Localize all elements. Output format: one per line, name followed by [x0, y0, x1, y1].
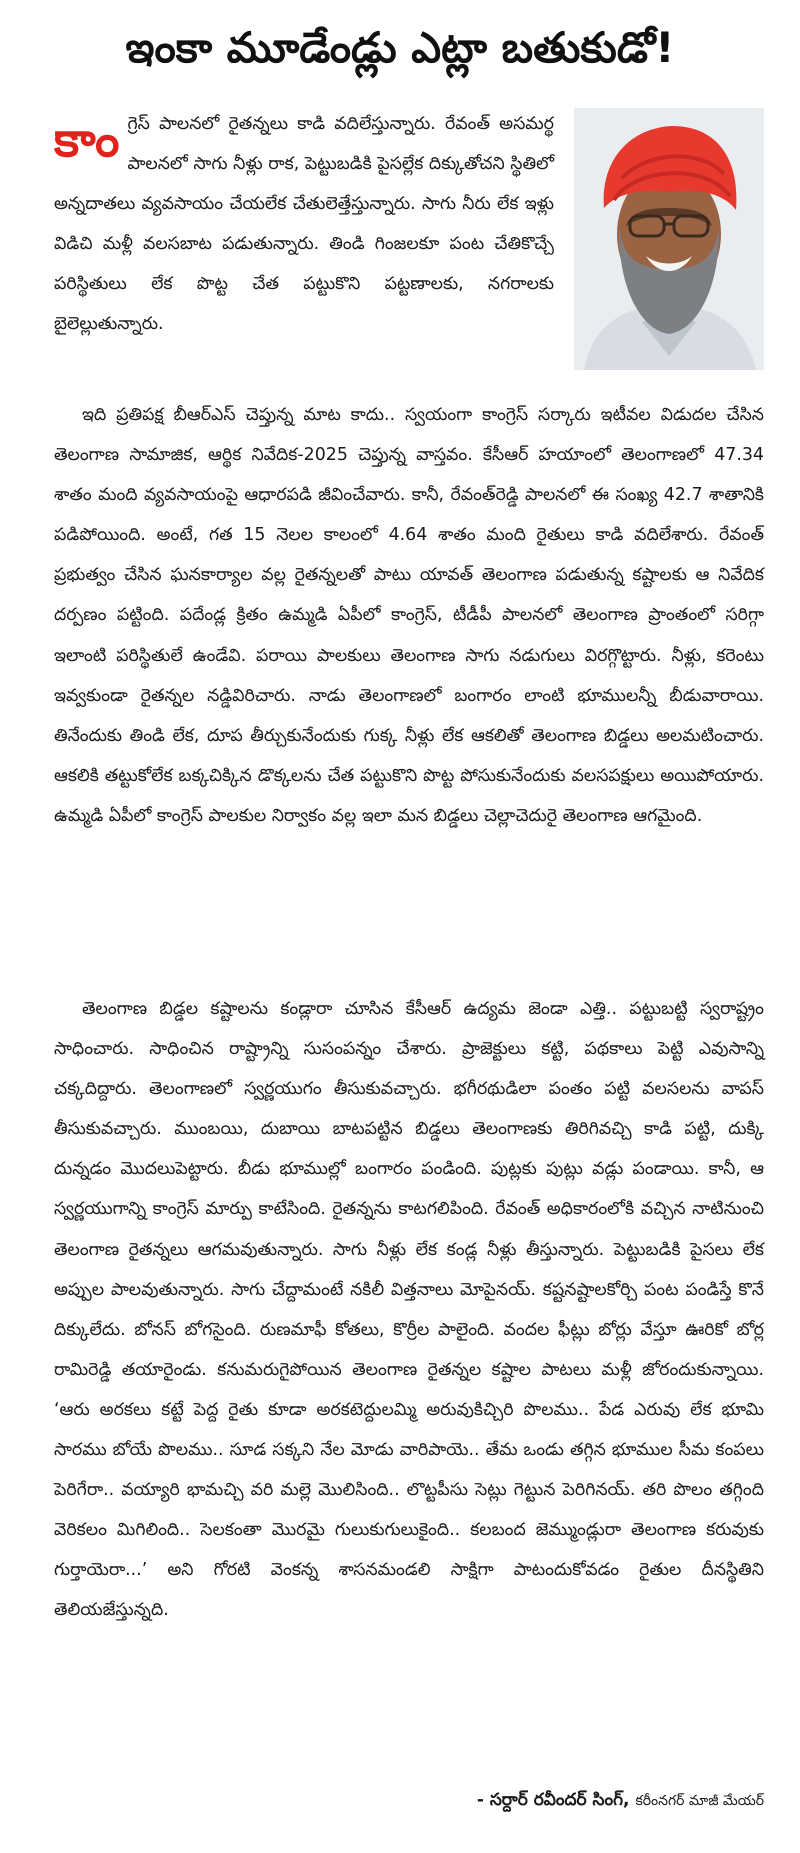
author-designation: కరీంనగర్ మాజీ మేయర్ — [635, 1793, 764, 1809]
author-photo — [574, 108, 764, 370]
lead-paragraph — [54, 104, 554, 344]
author-byline — [477, 1790, 764, 1814]
article-paragraph-2: తెలంగాణ బిడ్డల కష్టాలను కండ్లారా చూసిన కేసీఆర్ ఉద్యమ జెండా ఎత్తి.. పట్టుబట్టి స్వరాష్ట్రం సాధించారు. సాధించిన రాష్ట్రాన్ని సుసంపన్నం చేశారు. ప్రాజెక్టులు కట్టి, పథకాలు పెట్టి ఎవుసాన్ని చక్కదిద్దారు. తెలంగాణలో స్వర్ణయుగం తీసుకువచ్చారు. భగీరథుడిలా పంతం పట్టి వలసలను వాపస్ తీసుకువచ్చారు. ముంబయి, దుబాయి బాటపట్టిన బిడ్డలు తెలంగాణకు తిరిగివచ్చి కాడి పట్టి, దుక్కి దున్నడం మొదలుపెట్టారు. బీడు భూముల్లో బంగారం పండింది. పుట్లకు పుట్లు వడ్లు పండాయి. కానీ, ఆ స్వర్ణయుగాన్ని కాంగ్రెస్ మార్పు కాటేసింది. రైతన్నను కాటగలిపింది. రేవంత్ అధికారంలోకి వచ్చిన నాటినుంచి తెలంగాణ రైతన్నలు ఆగమవుతున్నారు. సాగు నీళ్లు లేక కండ్ల నీళ్లు తీస్తున్నారు. పెట్టుబడికి పైసలు లేక అప్పుల పాలవుతున్నారు. సాగు చేద్దామంటే నకిలీ విత్తనాలు మోపైనయ్. కష్టనష్టాలకోర్చి పంట పండిస్తే కొనే దిక్కులేదు. బోనస్ బోగసైంది. రుణమాఫీ కోతలు, కొర్రీల పాలైంది. వందల ఫీట్లు బోర్లు వేస్తూ ఊరికో బోర్ల రామిరెడ్డి తయారైండు. కనుమరుగైపోయిన తెలంగాణ రైతన్నల కష్టాల పాటలు మళ్లీ జోరందుకున్నాయి. ‘ఆరు అరకలు కట్టే పెద్ద రైతు కూడా అరకటెద్దులమ్మి అరువుకిచ్చిరి పొలము.. పేడ ఎరువు లేక భూమి సారము బోయే పొలము.. సూడ సక్కని నేల మోడు వారిపాయె.. తేమ ఒండు తగ్గిన భూముల సీమ కంపలు పెరిగేరా.. వయ్యారి భామచ్చి వరి మల్లె మొలిసింది.. లొట్టపీసు సెట్లు గెట్టున పెరిగినయ్. తరి పొలం తగ్గింది వెరికలం మిగిలింది.. సెలకంతా మొరమై గులుకుగులుకైంది.. కలబంద జెమ్ముండ్లురా తెలంగాణ కరువుకు గుర్తాయెరా...’ అని గోరటి వెంకన్న శాసనమండలి సాక్షిగా పాటందుకోవడం రైతుల దీనస్థితిని తెలియజేస్తున్నది. — [54, 999, 764, 1621]
lead-text: గ్రెస్ పాలనలో రైతన్నలు కాడి వదిలేస్తున్నారు. రేవంత్ అసమర్థ పాలనలో సాగు నీళ్లు రాక, పెట్టుబడికి పైసల్లేక దిక్కుతోచని స్థితిలో అన్నదాతలు వ్యవసాయం చేయలేక చేతులెత్తేస్తున్నారు. సాగు నీరు లేక ఇళ్లు విడిచి మళ్లీ వలసబాట పడుతున్నారు. తిండి గింజలకూ పంట చేతికొచ్చే పరిస్థితులు లేక పొట్ట చేత పట్టుకొని పట్టణాలకు, నగరాలకు బైలెల్లుతున్నారు. — [54, 114, 554, 334]
drop-cap: కాం — [54, 112, 120, 168]
article-paragraph-1: ఇది ప్రతిపక్ష బీఆర్ఎస్ చెప్తున్న మాట కాదు.. స్వయంగా కాంగ్రెస్ సర్కారు ఇటీవల విడుదల చేసిన తెలంగాణ సామాజిక, ఆర్థిక నివేదిక-2025 చెప్తున్న వాస్తవం. కేసీఆర్ హయాంలో తెలంగాణలో 47.34 శాతం మంది వ్యవసాయంపై ఆధారపడి జీవించేవారు. కానీ, రేవంత్‌రెడ్డి పాలనలో ఈ సంఖ్య 42.7 శాతానికి పడిపోయింది. అంటే, గత 15 నెలల కాలంలో 4.64 శాతం మంది రైతులు కాడి వదిలేశారు. రేవంత్ ప్రభుత్వం చేసిన ఘనకార్యాల వల్ల రైతన్నలతో పాటు యావత్ తెలంగాణ పడుతున్న కష్టాలకు ఆ నివేదిక దర్పణం పట్టింది. పదేండ్ల క్రితం ఉమ్మడి ఏపీలో కాంగ్రెస్, టీడీపీ పాలనలో తెలంగాణ ప్రాంతంలో సరిగ్గా ఇలాంటి పరిస్థితులే ఉండేవి. పరాయి పాలకులు తెలంగాణ సాగు నడుగులు విరగ్గొట్టారు. నీళ్లు, కరెంటు ఇవ్వకుండా రైతన్నల నడ్డివిరిచారు. నాడు తెలంగాణలో బంగారం లాంటి భూములన్నీ బీడువారాయి. తినేందుకు తిండి లేక, దూప తీర్చుకునేందుకు గుక్క నీళ్లు లేక ఆకలితో తెలంగాణ బిడ్డలు అలమటించారు. ఆకలికి తట్టుకోలేక బక్కచిక్కిన డొక్కలను చేత పట్టుకొని పొట్ట పోసుకునేందుకు వలసపక్షులు అయిపోయారు. ఉమ్మడి ఏపీలో కాంగ్రెస్ పాలకుల నిర్వాకం వల్ల ఇలా మన బిడ్డలు చెల్లాచెదురై తెలంగాణ ఆగమైంది. — [54, 405, 764, 826]
article-headline: ఇంకా మూడేండ్లు ఎట్లా బతుకుడో! — [125, 23, 675, 72]
author-name: - సర్దార్ రవీందర్ సింగ్, — [476, 1790, 630, 1810]
